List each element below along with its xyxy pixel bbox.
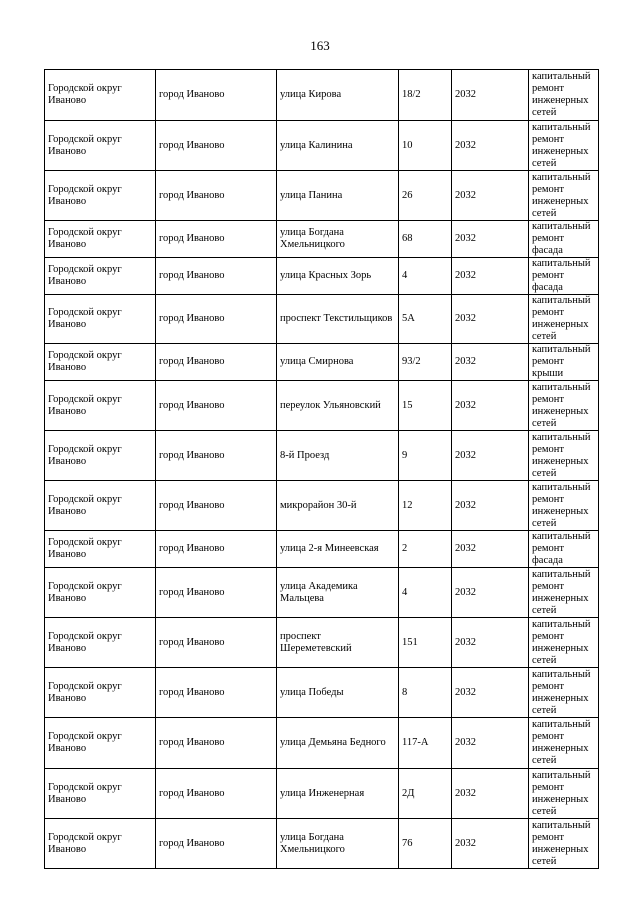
municipality-cell: Городской округ Иваново bbox=[45, 258, 156, 295]
street-cell: 8-й Проезд bbox=[277, 431, 399, 481]
work-type-cell: капитальный ремонт инженерных сетей bbox=[529, 769, 599, 819]
house-number-cell: 4 bbox=[399, 258, 452, 295]
municipality-cell: Городской округ Иваново bbox=[45, 769, 156, 819]
work-type-cell: капитальный ремонт инженерных сетей bbox=[529, 381, 599, 431]
house-number-cell: 4 bbox=[399, 568, 452, 618]
year-cell: 2032 bbox=[452, 668, 529, 718]
table-row bbox=[45, 668, 599, 718]
municipality-cell: Городской округ Иваново bbox=[45, 431, 156, 481]
settlement-cell: город Иваново bbox=[156, 819, 277, 869]
year-cell: 2032 bbox=[452, 258, 529, 295]
house-number-cell: 10 bbox=[399, 121, 452, 171]
table-row bbox=[45, 431, 599, 481]
work-type-cell: капитальный ремонт инженерных сетей bbox=[529, 171, 599, 221]
municipality-cell: Городской округ Иваново bbox=[45, 295, 156, 344]
year-cell: 2032 bbox=[452, 481, 529, 531]
house-number-cell: 151 bbox=[399, 618, 452, 668]
year-cell: 2032 bbox=[452, 344, 529, 381]
house-number-cell: 76 bbox=[399, 819, 452, 869]
municipality-cell: Городской округ Иваново bbox=[45, 481, 156, 531]
street-cell: улица Академика Мальцева bbox=[277, 568, 399, 618]
table-row bbox=[45, 70, 599, 121]
year-cell: 2032 bbox=[452, 121, 529, 171]
municipality-cell: Городской округ Иваново bbox=[45, 344, 156, 381]
house-number-cell: 93/2 bbox=[399, 344, 452, 381]
settlement-cell: город Иваново bbox=[156, 718, 277, 769]
table-row bbox=[45, 258, 599, 295]
settlement-cell: город Иваново bbox=[156, 381, 277, 431]
settlement-cell: город Иваново bbox=[156, 531, 277, 568]
house-number-cell: 68 bbox=[399, 221, 452, 258]
settlement-cell: город Иваново bbox=[156, 769, 277, 819]
street-cell: проспект Текстильщиков bbox=[277, 295, 399, 344]
table-row bbox=[45, 295, 599, 344]
table-row bbox=[45, 618, 599, 668]
table-row bbox=[45, 221, 599, 258]
table-row bbox=[45, 344, 599, 381]
work-type-cell: капитальный ремонт инженерных сетей bbox=[529, 618, 599, 668]
street-cell: улица Богдана Хмельницкого bbox=[277, 819, 399, 869]
table-body bbox=[45, 70, 599, 869]
table-row bbox=[45, 121, 599, 171]
house-number-cell: 15 bbox=[399, 381, 452, 431]
street-cell: улица Богдана Хмельницкого bbox=[277, 221, 399, 258]
street-cell: улица Смирнова bbox=[277, 344, 399, 381]
table-row bbox=[45, 171, 599, 221]
house-number-cell: 9 bbox=[399, 431, 452, 481]
settlement-cell: город Иваново bbox=[156, 70, 277, 121]
house-number-cell: 5А bbox=[399, 295, 452, 344]
municipality-cell: Городской округ Иваново bbox=[45, 718, 156, 769]
settlement-cell: город Иваново bbox=[156, 171, 277, 221]
work-type-cell: капитальный ремонт инженерных сетей bbox=[529, 431, 599, 481]
street-cell: улица Инженерная bbox=[277, 769, 399, 819]
year-cell: 2032 bbox=[452, 431, 529, 481]
year-cell: 2032 bbox=[452, 381, 529, 431]
settlement-cell: город Иваново bbox=[156, 618, 277, 668]
settlement-cell: город Иваново bbox=[156, 121, 277, 171]
street-cell: улица Демьяна Бедного bbox=[277, 718, 399, 769]
year-cell: 2032 bbox=[452, 568, 529, 618]
municipality-cell: Городской округ Иваново bbox=[45, 618, 156, 668]
settlement-cell: город Иваново bbox=[156, 481, 277, 531]
street-cell: улица Панина bbox=[277, 171, 399, 221]
work-type-cell: капитальный ремонт инженерных сетей bbox=[529, 295, 599, 344]
year-cell: 2032 bbox=[452, 531, 529, 568]
house-number-cell: 2Д bbox=[399, 769, 452, 819]
municipality-cell: Городской округ Иваново bbox=[45, 221, 156, 258]
municipality-cell: Городской округ Иваново bbox=[45, 121, 156, 171]
table-row bbox=[45, 819, 599, 869]
settlement-cell: город Иваново bbox=[156, 258, 277, 295]
table-row bbox=[45, 531, 599, 568]
table-row bbox=[45, 381, 599, 431]
street-cell: микрорайон 30-й bbox=[277, 481, 399, 531]
repair-schedule-table bbox=[44, 69, 599, 869]
house-number-cell: 8 bbox=[399, 668, 452, 718]
street-cell: улица Кирова bbox=[277, 70, 399, 121]
house-number-cell: 12 bbox=[399, 481, 452, 531]
settlement-cell: город Иваново bbox=[156, 568, 277, 618]
work-type-cell: капитальный ремонт фасада bbox=[529, 258, 599, 295]
municipality-cell: Городской округ Иваново bbox=[45, 70, 156, 121]
settlement-cell: город Иваново bbox=[156, 668, 277, 718]
year-cell: 2032 bbox=[452, 221, 529, 258]
street-cell: проспект Шереметевский bbox=[277, 618, 399, 668]
year-cell: 2032 bbox=[452, 718, 529, 769]
house-number-cell: 26 bbox=[399, 171, 452, 221]
municipality-cell: Городской округ Иваново bbox=[45, 568, 156, 618]
settlement-cell: город Иваново bbox=[156, 295, 277, 344]
street-cell: улица Калинина bbox=[277, 121, 399, 171]
municipality-cell: Городской округ Иваново bbox=[45, 668, 156, 718]
house-number-cell: 2 bbox=[399, 531, 452, 568]
work-type-cell: капитальный ремонт инженерных сетей bbox=[529, 121, 599, 171]
street-cell: улица Победы bbox=[277, 668, 399, 718]
table-row bbox=[45, 481, 599, 531]
table-row bbox=[45, 769, 599, 819]
work-type-cell: капитальный ремонт крыши bbox=[529, 344, 599, 381]
work-type-cell: капитальный ремонт инженерных сетей bbox=[529, 668, 599, 718]
work-type-cell: капитальный ремонт инженерных сетей bbox=[529, 718, 599, 769]
work-type-cell: капитальный ремонт инженерных сетей bbox=[529, 568, 599, 618]
year-cell: 2032 bbox=[452, 171, 529, 221]
work-type-cell: капитальный ремонт фасада bbox=[529, 531, 599, 568]
table-row bbox=[45, 718, 599, 769]
year-cell: 2032 bbox=[452, 819, 529, 869]
year-cell: 2032 bbox=[452, 70, 529, 121]
street-cell: улица Красных Зорь bbox=[277, 258, 399, 295]
table-row bbox=[45, 568, 599, 618]
municipality-cell: Городской округ Иваново bbox=[45, 819, 156, 869]
work-type-cell: капитальный ремонт инженерных сетей bbox=[529, 70, 599, 121]
work-type-cell: капитальный ремонт инженерных сетей bbox=[529, 819, 599, 869]
municipality-cell: Городской округ Иваново bbox=[45, 531, 156, 568]
street-cell: переулок Ульяновский bbox=[277, 381, 399, 431]
page-number: 163 bbox=[310, 38, 330, 53]
municipality-cell: Городской округ Иваново bbox=[45, 381, 156, 431]
settlement-cell: город Иваново bbox=[156, 431, 277, 481]
street-cell: улица 2-я Минеевская bbox=[277, 531, 399, 568]
settlement-cell: город Иваново bbox=[156, 221, 277, 258]
year-cell: 2032 bbox=[452, 295, 529, 344]
work-type-cell: капитальный ремонт фасада bbox=[529, 221, 599, 258]
work-type-cell: капитальный ремонт инженерных сетей bbox=[529, 481, 599, 531]
house-number-cell: 18/2 bbox=[399, 70, 452, 121]
settlement-cell: город Иваново bbox=[156, 344, 277, 381]
house-number-cell: 117-А bbox=[399, 718, 452, 769]
year-cell: 2032 bbox=[452, 769, 529, 819]
municipality-cell: Городской округ Иваново bbox=[45, 171, 156, 221]
year-cell: 2032 bbox=[452, 618, 529, 668]
